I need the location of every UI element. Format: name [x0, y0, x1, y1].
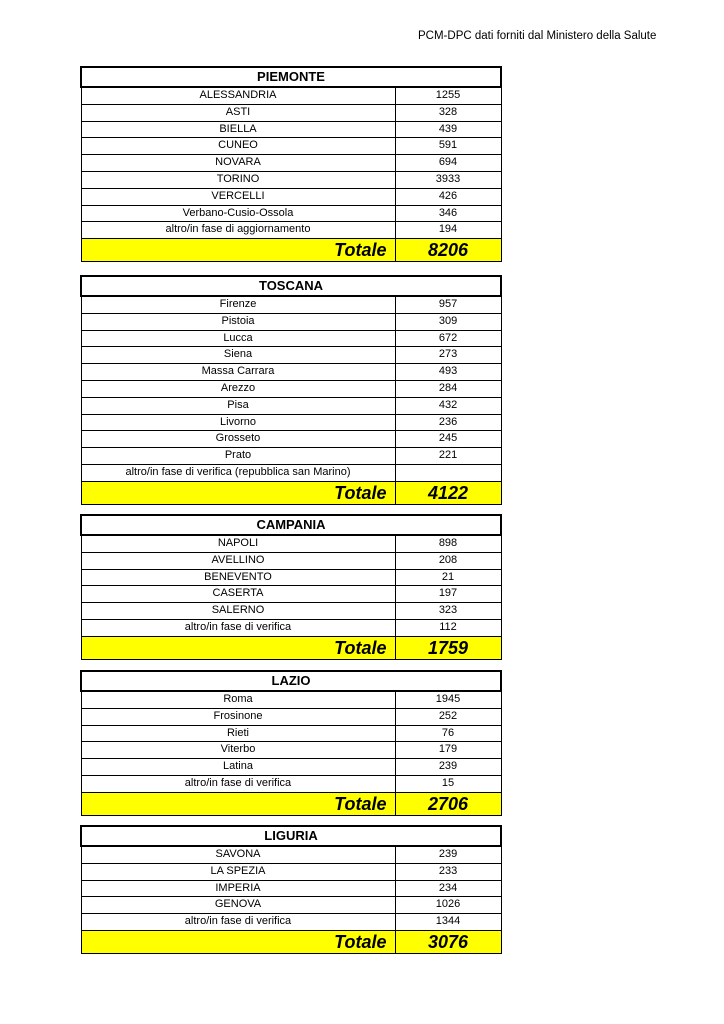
province-label: Siena	[81, 347, 395, 364]
province-label: NOVARA	[81, 155, 395, 172]
province-label: GENOVA	[81, 897, 395, 914]
province-value: 694	[395, 155, 501, 172]
region-title: TOSCANA	[81, 276, 501, 296]
province-value: 273	[395, 347, 501, 364]
province-value: 493	[395, 364, 501, 381]
province-label: Pistoia	[81, 313, 395, 330]
province-label: Livorno	[81, 414, 395, 431]
table-row	[81, 364, 501, 381]
province-label: TORINO	[81, 171, 395, 188]
province-value: 21	[395, 569, 501, 586]
province-label: Lucca	[81, 330, 395, 347]
table-row	[81, 448, 501, 465]
province-value: 1026	[395, 897, 501, 914]
province-value: 439	[395, 121, 501, 138]
region-title: CAMPANIA	[81, 515, 501, 535]
table-row	[81, 863, 501, 880]
region-table	[80, 825, 502, 954]
table-row	[81, 708, 501, 725]
table-row	[81, 586, 501, 603]
total-value: 1759	[395, 636, 501, 659]
province-value: 346	[395, 205, 501, 222]
province-value: 898	[395, 535, 501, 552]
province-label: CASERTA	[81, 586, 395, 603]
province-label: Arezzo	[81, 380, 395, 397]
province-label: SALERNO	[81, 603, 395, 620]
region-title: PIEMONTE	[81, 67, 501, 87]
table-row	[81, 414, 501, 431]
province-label: altro/in fase di verifica	[81, 914, 395, 931]
province-value: 197	[395, 586, 501, 603]
total-row	[81, 930, 501, 953]
province-value: 236	[395, 414, 501, 431]
table-row	[81, 775, 501, 792]
total-row	[81, 239, 501, 262]
table-row	[81, 222, 501, 239]
province-value: 239	[395, 846, 501, 863]
province-value: 284	[395, 380, 501, 397]
province-value: 672	[395, 330, 501, 347]
table-row	[81, 431, 501, 448]
source-note: PCM-DPC dati forniti dal Ministero della Salute	[418, 30, 657, 42]
province-value: 194	[395, 222, 501, 239]
province-value: 112	[395, 619, 501, 636]
province-value: 328	[395, 104, 501, 121]
province-value: 179	[395, 742, 501, 759]
province-value: 234	[395, 880, 501, 897]
province-label: Verbano-Cusio-Ossola	[81, 205, 395, 222]
province-value: 323	[395, 603, 501, 620]
table-row	[81, 155, 501, 172]
province-label: BENEVENTO	[81, 569, 395, 586]
table-row	[81, 691, 501, 708]
table-row	[81, 205, 501, 222]
province-label: Rieti	[81, 725, 395, 742]
province-value: 252	[395, 708, 501, 725]
total-row	[81, 636, 501, 659]
table-row	[81, 87, 501, 104]
total-value: 8206	[395, 239, 501, 262]
province-label: Grosseto	[81, 431, 395, 448]
table-row	[81, 897, 501, 914]
province-value: 957	[395, 296, 501, 313]
table-row	[81, 104, 501, 121]
total-label: Totale	[81, 930, 395, 953]
province-value: 239	[395, 759, 501, 776]
province-label: CUNEO	[81, 138, 395, 155]
province-value: 245	[395, 431, 501, 448]
table-row	[81, 296, 501, 313]
province-label: Prato	[81, 448, 395, 465]
province-value: 1344	[395, 914, 501, 931]
table-row	[81, 603, 501, 620]
province-label: Latina	[81, 759, 395, 776]
table-row	[81, 725, 501, 742]
table-row	[81, 171, 501, 188]
table-row	[81, 846, 501, 863]
province-label: VERCELLI	[81, 188, 395, 205]
province-value: 76	[395, 725, 501, 742]
table-row	[81, 569, 501, 586]
total-value: 2706	[395, 792, 501, 815]
province-label: altro/in fase di verifica	[81, 775, 395, 792]
province-label: Viterbo	[81, 742, 395, 759]
table-row	[81, 330, 501, 347]
province-value: 3933	[395, 171, 501, 188]
province-value: 1255	[395, 87, 501, 104]
table-row	[81, 619, 501, 636]
table-row	[81, 759, 501, 776]
table-row	[81, 380, 501, 397]
table-row	[81, 464, 501, 481]
total-label: Totale	[81, 239, 395, 262]
province-label: BIELLA	[81, 121, 395, 138]
table-row	[81, 552, 501, 569]
province-value: 208	[395, 552, 501, 569]
region-table	[80, 514, 502, 660]
province-label: altro/in fase di verifica	[81, 619, 395, 636]
table-row	[81, 138, 501, 155]
province-label: ALESSANDRIA	[81, 87, 395, 104]
table-row	[81, 397, 501, 414]
province-label: AVELLINO	[81, 552, 395, 569]
province-value: 432	[395, 397, 501, 414]
province-value: 233	[395, 863, 501, 880]
total-row	[81, 792, 501, 815]
province-label: Frosinone	[81, 708, 395, 725]
region-title: LAZIO	[81, 671, 501, 691]
table-row	[81, 742, 501, 759]
province-value: 591	[395, 138, 501, 155]
table-row	[81, 313, 501, 330]
table-row	[81, 914, 501, 931]
table-row	[81, 347, 501, 364]
table-row	[81, 121, 501, 138]
province-label: Firenze	[81, 296, 395, 313]
province-label: Pisa	[81, 397, 395, 414]
province-label: SAVONA	[81, 846, 395, 863]
province-label: Roma	[81, 691, 395, 708]
table-row	[81, 535, 501, 552]
province-label: Massa Carrara	[81, 364, 395, 381]
total-value: 4122	[395, 481, 501, 504]
province-value: 309	[395, 313, 501, 330]
region-title: LIGURIA	[81, 826, 501, 846]
province-label: LA SPEZIA	[81, 863, 395, 880]
province-label: IMPERIA	[81, 880, 395, 897]
province-label: altro/in fase di verifica (repubblica san Marino)	[81, 464, 395, 481]
table-row	[81, 880, 501, 897]
region-table	[80, 66, 502, 262]
region-table	[80, 670, 502, 816]
region-table	[80, 275, 502, 505]
total-value: 3076	[395, 930, 501, 953]
total-label: Totale	[81, 481, 395, 504]
total-label: Totale	[81, 636, 395, 659]
province-value: 1945	[395, 691, 501, 708]
total-row	[81, 481, 501, 504]
province-value	[395, 464, 501, 481]
province-label: ASTI	[81, 104, 395, 121]
province-value: 426	[395, 188, 501, 205]
total-label: Totale	[81, 792, 395, 815]
province-label: altro/in fase di aggiornamento	[81, 222, 395, 239]
province-value: 15	[395, 775, 501, 792]
province-label: NAPOLI	[81, 535, 395, 552]
table-row	[81, 188, 501, 205]
province-value: 221	[395, 448, 501, 465]
